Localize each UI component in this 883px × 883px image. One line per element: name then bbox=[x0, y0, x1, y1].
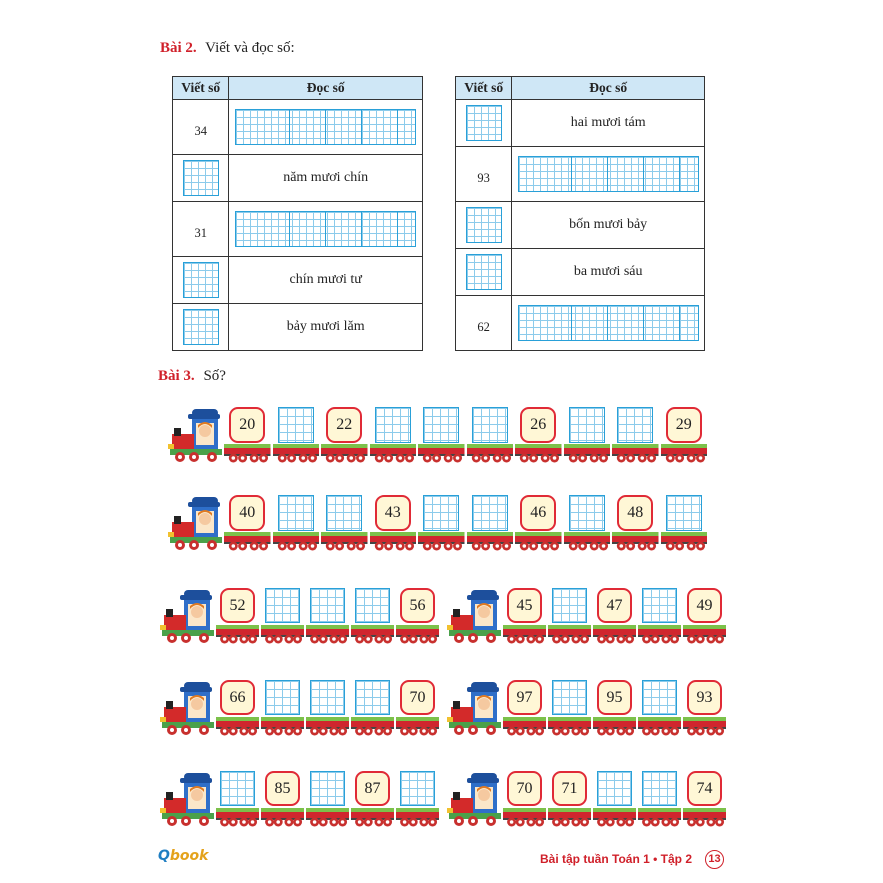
number-box: 43 bbox=[375, 495, 411, 531]
number-box: 20 bbox=[229, 407, 265, 443]
answer-grid-box[interactable] bbox=[423, 407, 459, 443]
answer-grid-box[interactable] bbox=[642, 771, 677, 806]
bai3-instruction: Số? bbox=[203, 368, 226, 384]
number-box: 97 bbox=[507, 680, 542, 715]
read-answer-grid[interactable] bbox=[229, 100, 423, 155]
answer-grid-box[interactable] bbox=[310, 680, 345, 715]
table-row bbox=[173, 257, 423, 304]
number-words: bốn mươi bảy bbox=[512, 202, 705, 249]
answer-grid-box[interactable] bbox=[400, 771, 435, 806]
book-title: Bài tập tuần Toán 1 • Tập 2 bbox=[540, 852, 692, 866]
header-read: Đọc số bbox=[512, 77, 705, 100]
number-box: 22 bbox=[326, 407, 362, 443]
number-words: bảy mươi lăm bbox=[229, 304, 423, 351]
answer-grid-box[interactable] bbox=[569, 407, 605, 443]
read-answer-grid[interactable] bbox=[512, 147, 705, 202]
number-box: 85 bbox=[265, 771, 300, 806]
written-number: 34 bbox=[173, 100, 229, 155]
number-words: chín mươi tư bbox=[229, 257, 423, 304]
bai2-heading bbox=[160, 40, 295, 57]
locomotive-icon bbox=[160, 768, 220, 835]
write-answer-grid[interactable] bbox=[456, 100, 512, 147]
answer-grid-box[interactable] bbox=[220, 771, 255, 806]
answer-grid-box[interactable] bbox=[375, 407, 411, 443]
write-answer-grid[interactable] bbox=[456, 249, 512, 296]
number-box: 49 bbox=[687, 588, 722, 623]
table-row bbox=[456, 249, 705, 296]
table-row bbox=[456, 296, 705, 351]
number-box: 93 bbox=[687, 680, 722, 715]
table-row bbox=[456, 100, 705, 147]
logo-text: book bbox=[169, 848, 209, 864]
number-box: 70 bbox=[507, 771, 542, 806]
answer-grid-box[interactable] bbox=[666, 495, 702, 531]
answer-grid-box[interactable] bbox=[265, 588, 300, 623]
table-row bbox=[173, 202, 423, 257]
table-row bbox=[456, 147, 705, 202]
number-box: 74 bbox=[687, 771, 722, 806]
answer-grid-box[interactable] bbox=[326, 495, 362, 531]
locomotive-icon bbox=[160, 677, 220, 744]
bai3-heading bbox=[158, 368, 226, 385]
write-answer-grid[interactable] bbox=[173, 155, 229, 202]
answer-grid-box[interactable] bbox=[642, 588, 677, 623]
read-answer-grid[interactable] bbox=[512, 296, 705, 351]
written-number: 31 bbox=[173, 202, 229, 257]
answer-grid-box[interactable] bbox=[310, 588, 345, 623]
bai2-table-left bbox=[172, 76, 423, 351]
read-answer-grid[interactable] bbox=[229, 202, 423, 257]
number-box: 47 bbox=[597, 588, 632, 623]
write-answer-grid[interactable] bbox=[173, 304, 229, 351]
locomotive-icon bbox=[168, 492, 228, 559]
table-row bbox=[173, 155, 423, 202]
write-answer-grid[interactable] bbox=[456, 202, 512, 249]
number-box: 87 bbox=[355, 771, 390, 806]
header-write: Viết số bbox=[173, 77, 229, 100]
locomotive-icon bbox=[168, 404, 228, 471]
answer-grid-box[interactable] bbox=[265, 680, 300, 715]
header-write: Viết số bbox=[456, 77, 512, 100]
table-row bbox=[173, 100, 423, 155]
write-answer-grid[interactable] bbox=[173, 257, 229, 304]
number-box: 71 bbox=[552, 771, 587, 806]
locomotive-icon bbox=[160, 585, 220, 652]
bai2-table-right bbox=[455, 76, 705, 351]
number-box: 66 bbox=[220, 680, 255, 715]
answer-grid-box[interactable] bbox=[355, 588, 390, 623]
page-number: 13 bbox=[705, 850, 724, 869]
answer-grid-box[interactable] bbox=[472, 407, 508, 443]
answer-grid-box[interactable] bbox=[472, 495, 508, 531]
table-row bbox=[456, 202, 705, 249]
written-number: 93 bbox=[456, 147, 512, 202]
answer-grid-box[interactable] bbox=[355, 680, 390, 715]
number-box: 45 bbox=[507, 588, 542, 623]
number-box: 52 bbox=[220, 588, 255, 623]
number-box: 70 bbox=[400, 680, 435, 715]
bai3-label: Bài 3. bbox=[158, 368, 195, 384]
number-box: 48 bbox=[617, 495, 653, 531]
answer-grid-box[interactable] bbox=[278, 495, 314, 531]
number-box: 26 bbox=[520, 407, 556, 443]
answer-grid-box[interactable] bbox=[642, 680, 677, 715]
publisher-logo bbox=[158, 848, 208, 864]
number-words: hai mươi tám bbox=[512, 100, 705, 147]
bai2-instruction: Viết và đọc số: bbox=[205, 40, 295, 56]
number-words: năm mươi chín bbox=[229, 155, 423, 202]
table-row bbox=[173, 304, 423, 351]
number-box: 46 bbox=[520, 495, 556, 531]
answer-grid-box[interactable] bbox=[617, 407, 653, 443]
answer-grid-box[interactable] bbox=[552, 680, 587, 715]
bai2-label: Bài 2. bbox=[160, 40, 197, 56]
answer-grid-box[interactable] bbox=[569, 495, 605, 531]
written-number: 62 bbox=[456, 296, 512, 351]
number-box: 40 bbox=[229, 495, 265, 531]
locomotive-icon bbox=[447, 585, 507, 652]
locomotive-icon bbox=[447, 768, 507, 835]
locomotive-icon bbox=[447, 677, 507, 744]
answer-grid-box[interactable] bbox=[597, 771, 632, 806]
number-box: 29 bbox=[666, 407, 702, 443]
answer-grid-box[interactable] bbox=[278, 407, 314, 443]
number-words: ba mươi sáu bbox=[512, 249, 705, 296]
number-box: 56 bbox=[400, 588, 435, 623]
answer-grid-box[interactable] bbox=[310, 771, 345, 806]
answer-grid-box[interactable] bbox=[423, 495, 459, 531]
number-box: 95 bbox=[597, 680, 632, 715]
answer-grid-box[interactable] bbox=[552, 588, 587, 623]
header-read: Đọc số bbox=[229, 77, 423, 100]
logo-q: Q bbox=[158, 848, 170, 864]
